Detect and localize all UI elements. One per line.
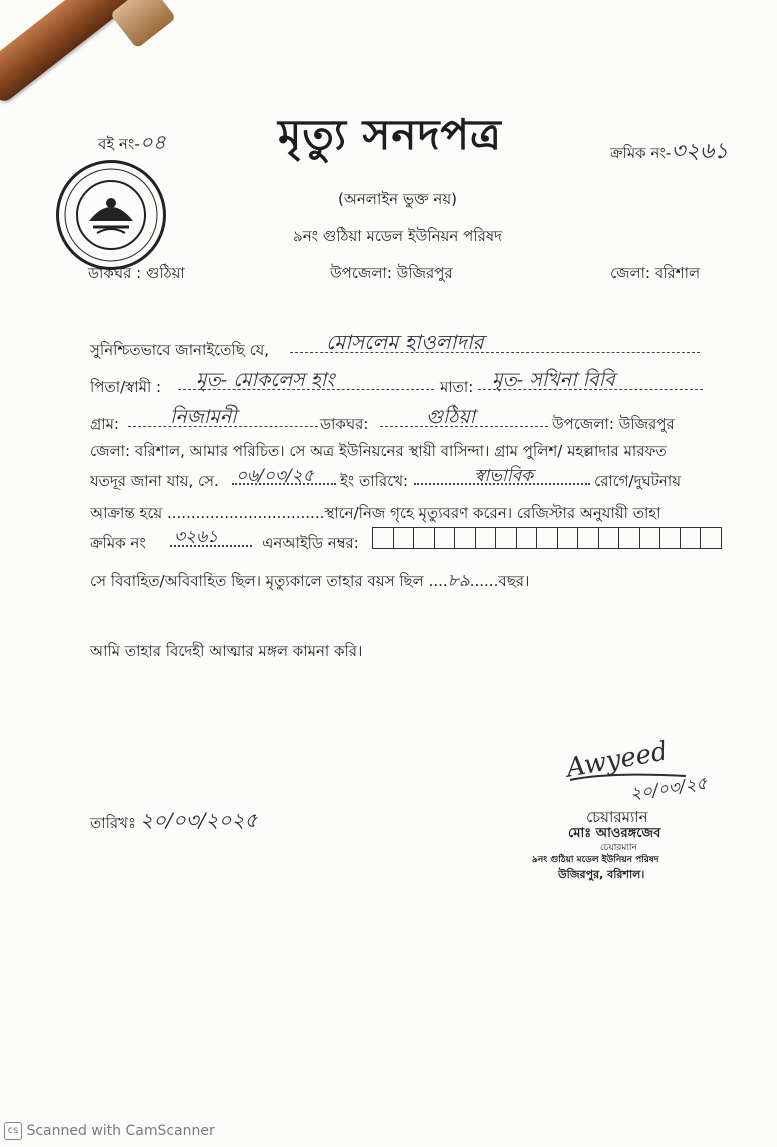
nid-box xyxy=(659,527,681,549)
reg-label: ক্রমিক নং xyxy=(90,534,146,552)
nid-box xyxy=(700,527,722,549)
nid-box xyxy=(557,527,579,549)
book-number xyxy=(98,128,166,161)
serial-label: ক্রমিক নং- xyxy=(610,144,672,162)
po-value: গুঠিয়া xyxy=(426,406,476,428)
marital-text: সে বিবাহিত/অবিবাহিত ছিল। মৃত্যুকালে তাহার বয়স ছিল .... xyxy=(90,572,448,590)
mother-label: মাতা: xyxy=(440,378,474,396)
page-title: মৃত্যু সনদপত্র xyxy=(278,110,502,159)
nid-boxes xyxy=(373,527,722,549)
father-name: মৃত- মোকলেস হাং xyxy=(196,369,335,391)
village-value: নিজামনী xyxy=(170,406,237,428)
condolence-text: আমি তাহার বিদেহী আত্মার মঙ্গল কামনা করি। xyxy=(90,642,363,660)
scanner-text: Scanned with CamScanner xyxy=(26,1123,215,1139)
union-council-seal xyxy=(56,160,166,270)
death-date: ০৬/০৩/২৫ xyxy=(236,466,314,486)
nid-box xyxy=(393,527,415,549)
nid-box xyxy=(680,527,702,549)
nid-box xyxy=(516,527,538,549)
nid-box xyxy=(536,527,558,549)
council-name: ৯নং গুঠিয়া মডেল ইউনিয়ন পরিষদ xyxy=(293,227,502,245)
death-place-line: আক্রান্ত হয়ে .................................স্থানে/নিজ গৃহে মৃত্যুবরণ করেন। রেজিস্টার অনুযায়ী তাহা xyxy=(90,504,661,522)
po-label: ডাকঘর: xyxy=(320,415,369,433)
header-district: জেলা: বরিশাল xyxy=(610,264,701,282)
pen-tip xyxy=(110,0,176,49)
chairman-signature: Awyeed xyxy=(564,736,670,784)
online-status: (অনলাইন ভুক্ত নয়) xyxy=(338,190,458,208)
issue-date-value: ২০/০৩/২০২৫ xyxy=(140,808,258,832)
nid-box xyxy=(577,527,599,549)
nid-box xyxy=(454,527,476,549)
stamp-name: মোঃ আওরঙ্গজেব xyxy=(568,826,661,841)
nid-box xyxy=(598,527,620,549)
stamp-council: ৯নং গুঠিয়া মডেল ইউনিয়ন পরিষদ xyxy=(532,855,659,865)
book-label: বই নং- xyxy=(98,135,140,153)
district-residence-line: জেলা: বরিশাল, আমার পরিচিত। সে অত্র ইউনিয়নের স্থায়ী বাসিন্দা। গ্রাম পুলিশ/ মহল্লাদার মারফত xyxy=(90,442,667,460)
serial-value: ৩২৬১ xyxy=(671,139,729,164)
header-post-office: ডাকঘর : গুঠিয়া xyxy=(88,264,185,282)
scanner-watermark xyxy=(4,1122,215,1140)
camscanner-logo-icon: cs xyxy=(4,1122,22,1140)
mother-name: মৃত- সখিনা বিবি xyxy=(492,369,615,391)
nid-box xyxy=(639,527,661,549)
years-text: ......বছর। xyxy=(469,572,530,590)
issue-date-label: তারিখঃ xyxy=(90,814,136,832)
nid-label: এনআইডি নম্বর: xyxy=(262,534,359,552)
father-label: পিতা/স্বামী : xyxy=(90,378,162,396)
nid-box xyxy=(413,527,435,549)
header-upazila: উপজেলা: উজিরপুর xyxy=(330,264,453,282)
declaration-label: সুনিশ্চিতভাবে জানাইতেছি যে, xyxy=(90,341,270,359)
marital-age-line xyxy=(90,568,529,596)
nid-box xyxy=(434,527,456,549)
chairman-designation: চেয়ারম্যান xyxy=(586,808,648,826)
cause-value: স্বাভাবিক xyxy=(474,466,534,486)
nid-box xyxy=(372,527,394,549)
reg-value: ৩২৬১ xyxy=(174,527,219,547)
book-value: ০৪ xyxy=(139,130,166,154)
age-value: ৮৯ xyxy=(447,571,470,591)
stamp-location: উজিরপুর, বরিশাল। xyxy=(558,868,645,881)
disease-label: রোগে/দুঘটনায় xyxy=(594,472,682,490)
nid-box xyxy=(495,527,517,549)
known-label: যতদূর জানা যায়, সে. xyxy=(90,472,219,490)
signature-date: ২০/০৩/২৫ xyxy=(628,773,709,805)
date-label: ইং তারিখে: xyxy=(340,472,409,490)
deceased-name: মোসলেম হাওলাদার xyxy=(326,330,484,354)
stamp-title: চেয়ারম্যান xyxy=(600,843,637,853)
upazila-label: উপজেলা: উজিরপুর xyxy=(552,415,675,433)
serial-number xyxy=(610,134,728,171)
village-label: গ্রাম: xyxy=(90,415,119,433)
nid-box xyxy=(618,527,640,549)
nid-box xyxy=(475,527,497,549)
